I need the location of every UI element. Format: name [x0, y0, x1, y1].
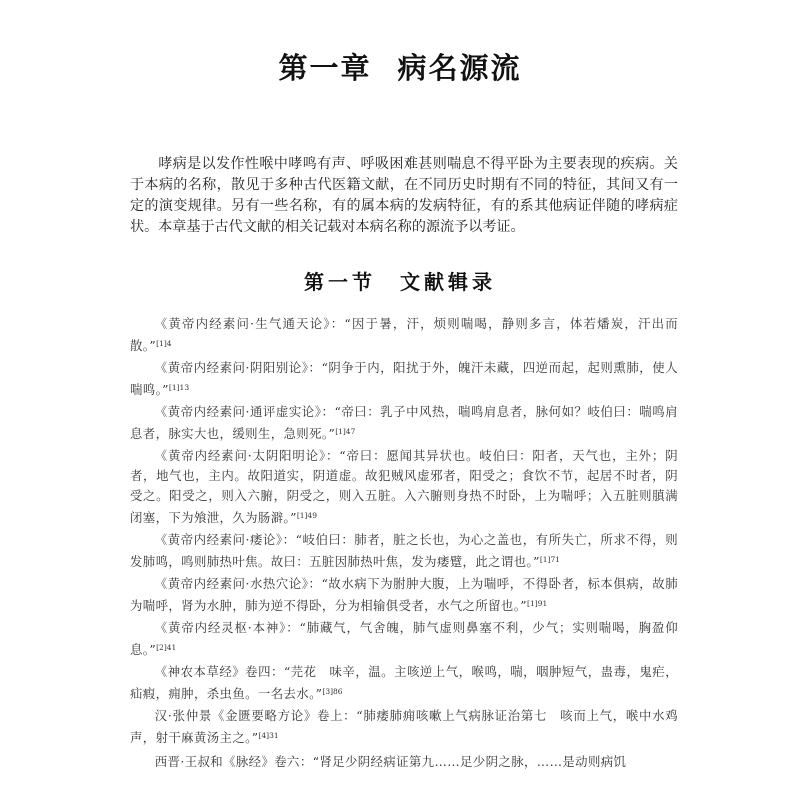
record-item: 西晋·王叔和《脉经》卷六：“肾足少阴经病证第九……足少阴之脉，……是动则病饥 — [154, 754, 627, 769]
chapter-title-text: 病名源流 — [397, 51, 522, 85]
citation-ref: [4]31 — [258, 731, 279, 740]
citation-ref: [1]4 — [156, 339, 172, 348]
chapter-title — [0, 46, 800, 87]
record-item: 《黄帝内经素问·阴阳别论》：“阴争于内，阳扰于外，魄汗未藏，四逆而起，起则熏肺，使人喘鸣。”$^{[1]13}$ — [130, 360, 678, 397]
records-list — [130, 314, 678, 774]
citation-ref: [3]86 — [322, 687, 343, 696]
record-item: 《黄帝内经素问·太阴阳明论》：“帝曰：愿闻其异状也。岐伯曰：阳者，天气也，主外；阴者，地气也，主内。故阳道实，阴道虚。故犯贼风虚邪者，阳受之；食饮不节，起居不时者，阴受之。阳受之，则入六腑，阴受之，则入五脏。入六腑则身热不时卧，上为喘呼；入五脏则䐜满闭塞，下为飧泄，久为肠澼。”$^{[1]49}$ — [130, 448, 678, 525]
citation-ref: [1]71 — [539, 555, 561, 564]
record-item: 汉·张仲景《金匮要略方论》卷上：“肺痿肺痈咳嗽上气病脉证治第七 咳而上气，喉中水鸡声，射干麻黄汤主之。”$^{[4]31}$ — [130, 708, 678, 745]
record-item: 《黄帝内经素问·生气通天论》：“因于暑，汗，烦则喘喝，静则多言，体若燔炭，汗出而散。”$^{[1]4}$ — [130, 316, 678, 353]
section-title-text: 文献辑录 — [400, 270, 496, 294]
citation-ref: [1]91 — [527, 599, 548, 608]
citation-ref: [1]49 — [296, 511, 317, 520]
section-title — [0, 266, 800, 295]
citation-ref: [1]47 — [335, 427, 356, 436]
chapter-number: 第一章 — [278, 51, 372, 85]
citation-ref: [1]13 — [168, 383, 190, 392]
section-number: 第一节 — [304, 270, 376, 294]
intro-paragraph: 哮病是以发作性喉中哮鸣有声、呼吸困难甚则喘息不得平卧为主要表现的疾病。关于本病的名称，散见于多种古代医籍文献，在不同历史时期有不同的特征，其间又有一定的演变规律。另有一些名称，有的属本病的发病特征，有的系其他病证伴随的哮病症状。本章基于古代文献的相关记载对本病名称的源流予以考证。 — [130, 156, 678, 235]
record-item: 《黄帝内经灵枢·本神》：“肺藏气，气舍魄，肺气虚则鼻塞不利，少气；实则喘喝，胸盈仰息。”$^{[2]41}$ — [130, 620, 678, 657]
record-item: 《黄帝内经素问·水热穴论》：“故水病下为胕肿大腹，上为喘呼，不得卧者，标本俱病，故肺为喘呼，肾为水肿，肺为逆不得卧，分为相输俱受者，水气之所留也。”$^{[1]91}$ — [130, 576, 678, 613]
record-item: 《神农本草经》卷四：“芫花 味辛，温。主咳逆上气，喉鸣，喘，咽肿短气，蛊毒，鬼疟，疝瘕，痈肿，杀虫鱼。一名去水。”$^{[3]86}$ — [130, 664, 678, 701]
citation-ref: [2]41 — [156, 643, 177, 652]
record-item: 《黄帝内经素问·痿论》：“岐伯曰：肺者，脏之长也，为心之盖也，有所失亡，所求不得，则发肺鸣，鸣则肺热叶焦。故曰：五脏因肺热叶焦，发为痿躄，此之谓也。”$^{[1]71}$ — [130, 532, 678, 569]
record-item: 《黄帝内经素问·通评虚实论》：“帝曰：乳子中风热，喘鸣肩息者，脉何如？岐伯曰：喘鸣肩息者，脉实大也，缓则生，急则死。”$^{[1]47}$ — [130, 404, 678, 441]
